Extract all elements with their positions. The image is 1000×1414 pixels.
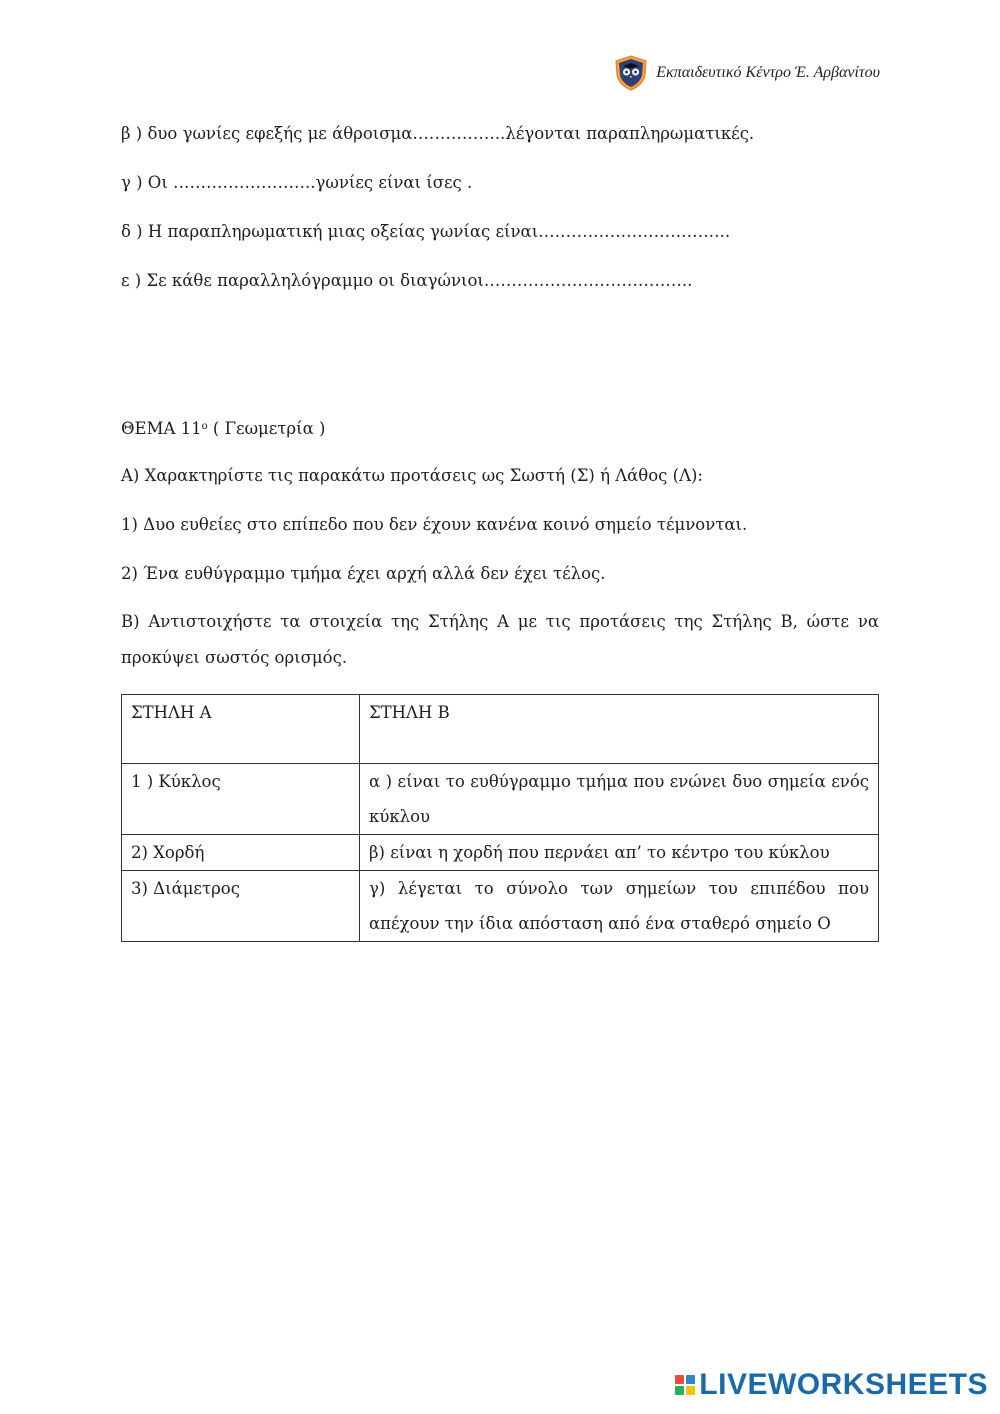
theme-title-prefix: ΘΕΜΑ 11 (121, 419, 202, 438)
part-b-instruction: Β) Αντιστοιχήστε τα στοιχεία της Στήλης Α με τις προτάσεις της Στήλης Β, ώστε να προκύψει σωστός ορισμός. (121, 612, 879, 667)
fill-blank-e: ε ) Σε κάθε παραλληλόγραμμο οι διαγώνιοι……………………………….. (121, 271, 693, 290)
column-a-cell: 2) Χορδή (122, 835, 360, 871)
column-b-cell: γ) λέγεται το σύνολο των σημείων του επιπέδου που απέχουν την ίδια απόσταση από ένα σταθερό σημείο Ο (360, 871, 879, 942)
column-a-cell: 3) Διάμετρος (122, 871, 360, 942)
fill-blank-c: γ ) Οι ……………………..γωνίες είναι ίσες . (121, 173, 473, 192)
theme-title-suffix: ( Γεωμετρία ) (207, 419, 326, 438)
part-a-instruction: Α) Χαρακτηρίστε τις παρακάτω προτάσεις ως Σωστή (Σ) ή Λάθος (Λ): (121, 466, 703, 485)
part-a-statement-1: 1) Δυο ευθείες στο επίπεδο που δεν έχουν κανένα κοινό σημείο τέμνονται. (121, 515, 748, 534)
page-header (614, 55, 880, 91)
part-a-statement-2: 2) Ένα ευθύγραμμο τμήμα έχει αρχή αλλά δεν έχει τέλος. (121, 564, 606, 583)
block-yellow (686, 1386, 695, 1395)
table-row (122, 835, 879, 871)
theme-title (121, 416, 881, 440)
theme-title-sup: ο (201, 421, 208, 432)
liveworksheets-brand[interactable]: LIVEWORKSHEETS (699, 1368, 988, 1401)
table-header-row (122, 695, 879, 764)
block-green (675, 1386, 684, 1395)
column-b-cell: α ) είναι το ευθύγραμμο τμήμα που ενώνει δυο σημεία ενός κύκλου (360, 764, 879, 835)
block-blue (686, 1375, 695, 1384)
live-blocks-icon (675, 1375, 695, 1395)
column-b-cell: β) είναι η χορδή που περνάει απ’ το κέντρο του κύκλου (360, 835, 879, 871)
block-red (675, 1375, 684, 1384)
fill-blank-b: β ) δυο γωνίες εφεξής με άθροισμα……………..λέγονται παραπληρωματικές. (121, 124, 755, 143)
owl-graduate-shield-icon (614, 55, 648, 91)
table-row (122, 764, 879, 835)
column-a-header: ΣΤΗΛΗ Α (122, 695, 360, 764)
center-name: Εκπαιδευτικό Κέντρο Έ. Αρβανίτου (656, 64, 880, 81)
matching-table (121, 694, 879, 942)
table-row (122, 871, 879, 942)
fill-blank-d: δ ) Η παραπληρωματική μιας οξείας γωνίας είναι…………………………….. (121, 222, 731, 241)
column-a-cell: 1 ) Κύκλος (122, 764, 360, 835)
column-b-header: ΣΤΗΛΗ Β (360, 695, 879, 764)
liveworksheets-footer (675, 1368, 988, 1402)
